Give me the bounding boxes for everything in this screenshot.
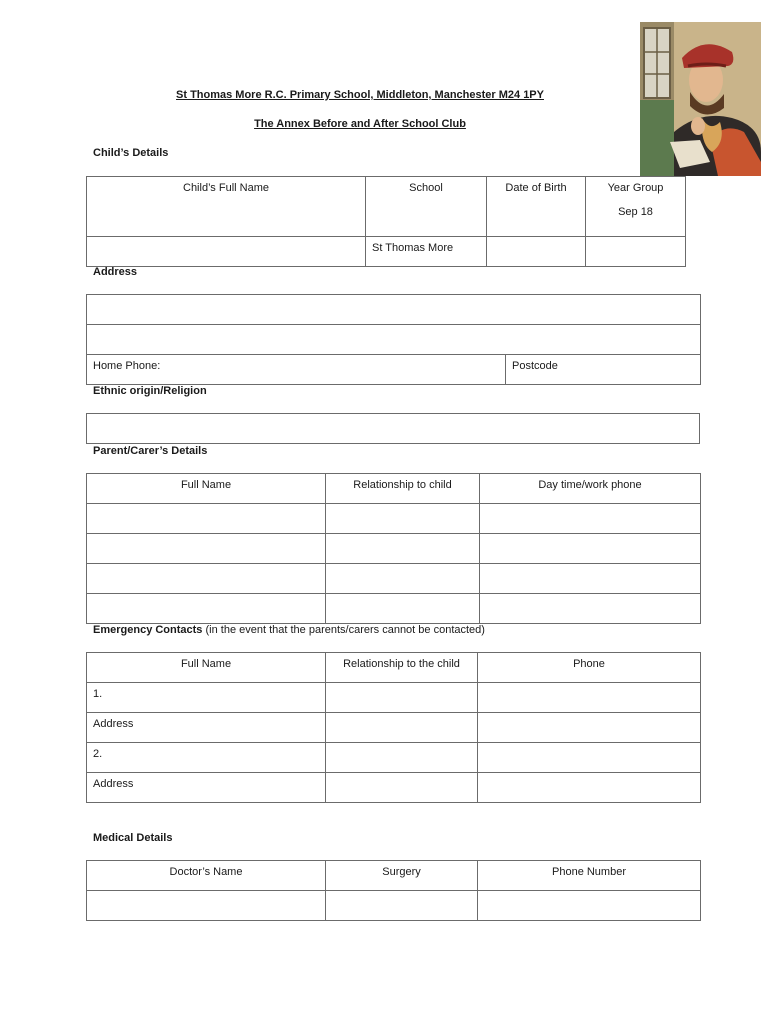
emergency-contact-2-extra-field[interactable] bbox=[326, 773, 478, 803]
emergency-contact-2-phone-field[interactable] bbox=[478, 743, 701, 773]
parent-name-field[interactable] bbox=[87, 564, 326, 594]
date-of-birth-header: Date of Birth bbox=[487, 177, 586, 237]
year-group-header: Year Group Sep 18 bbox=[586, 177, 686, 237]
table-row bbox=[87, 504, 701, 534]
year-group-field[interactable] bbox=[586, 237, 686, 267]
emergency-contacts-heading bbox=[93, 624, 485, 636]
emergency-contacts-note: (in the event that the parents/carers cannot be contacted) bbox=[205, 624, 485, 636]
table-row bbox=[87, 564, 701, 594]
table-row bbox=[87, 743, 701, 773]
parent-relationship-header: Relationship to child bbox=[326, 474, 480, 504]
emergency-contact-2-extra-phone-field[interactable] bbox=[478, 773, 701, 803]
parent-relationship-field[interactable] bbox=[326, 534, 480, 564]
table-row bbox=[87, 594, 701, 624]
parent-relationship-field[interactable] bbox=[326, 564, 480, 594]
childs-full-name-header: Child’s Full Name bbox=[87, 177, 366, 237]
emergency-contact-2-name-field[interactable]: 2. bbox=[87, 743, 326, 773]
ethnic-origin-heading: Ethnic origin/Religion bbox=[93, 385, 207, 397]
school-header: School bbox=[366, 177, 487, 237]
emergency-phone-header: Phone bbox=[478, 653, 701, 683]
parent-phone-field[interactable] bbox=[480, 564, 701, 594]
emergency-contact-2-address-field[interactable]: Address bbox=[87, 773, 326, 803]
table-row bbox=[87, 534, 701, 564]
doctors-name-header: Doctor’s Name bbox=[87, 861, 326, 891]
doctor-phone-field[interactable] bbox=[478, 891, 701, 921]
table-row bbox=[87, 773, 701, 803]
school-title: St Thomas More R.C. Primary School, Middleton, Manchester M24 1PY bbox=[176, 89, 544, 101]
parent-name-field[interactable] bbox=[87, 594, 326, 624]
surgery-field[interactable] bbox=[326, 891, 478, 921]
table-row bbox=[87, 713, 701, 743]
surgery-header: Surgery bbox=[326, 861, 478, 891]
emergency-contact-1-extra-phone-field[interactable] bbox=[478, 713, 701, 743]
postcode-field[interactable]: Postcode bbox=[506, 355, 701, 385]
emergency-contact-1-address-field[interactable]: Address bbox=[87, 713, 326, 743]
emergency-contact-1-relationship-field[interactable] bbox=[326, 683, 478, 713]
address-line-1-field[interactable] bbox=[87, 295, 701, 325]
emergency-relationship-header: Relationship to the child bbox=[326, 653, 478, 683]
phone-number-header: Phone Number bbox=[478, 861, 701, 891]
parent-phone-header: Day time/work phone bbox=[480, 474, 701, 504]
emergency-contact-1-extra-field[interactable] bbox=[326, 713, 478, 743]
emergency-contact-2-relationship-field[interactable] bbox=[326, 743, 478, 773]
club-title: The Annex Before and After School Club bbox=[254, 118, 466, 130]
year-group-value: Sep 18 bbox=[618, 206, 653, 218]
parent-phone-field[interactable] bbox=[480, 534, 701, 564]
address-table bbox=[86, 294, 701, 385]
table-row bbox=[87, 891, 701, 921]
date-of-birth-field[interactable] bbox=[487, 237, 586, 267]
childs-details-table bbox=[86, 176, 686, 267]
ethnic-origin-field[interactable] bbox=[87, 414, 700, 444]
parent-phone-field[interactable] bbox=[480, 594, 701, 624]
parent-carer-table bbox=[86, 473, 701, 624]
ethnic-origin-table bbox=[86, 413, 700, 444]
parent-carer-heading: Parent/Carer’s Details bbox=[93, 445, 208, 457]
emergency-contacts-table bbox=[86, 652, 701, 803]
parent-name-field[interactable] bbox=[87, 534, 326, 564]
emergency-contact-1-name-field[interactable]: 1. bbox=[87, 683, 326, 713]
emergency-contact-1-phone-field[interactable] bbox=[478, 683, 701, 713]
childs-details-heading: Child’s Details bbox=[93, 147, 169, 159]
parent-phone-field[interactable] bbox=[480, 504, 701, 534]
emergency-full-name-header: Full Name bbox=[87, 653, 326, 683]
medical-details-table bbox=[86, 860, 701, 921]
parent-name-field[interactable] bbox=[87, 504, 326, 534]
address-line-2-field[interactable] bbox=[87, 325, 701, 355]
childs-full-name-field[interactable] bbox=[87, 237, 366, 267]
home-phone-field[interactable]: Home Phone: bbox=[87, 355, 506, 385]
parent-relationship-field[interactable] bbox=[326, 504, 480, 534]
address-heading: Address bbox=[93, 266, 138, 278]
doctors-name-field[interactable] bbox=[87, 891, 326, 921]
school-field[interactable]: St Thomas More bbox=[366, 237, 487, 267]
table-row bbox=[87, 683, 701, 713]
parent-relationship-field[interactable] bbox=[326, 594, 480, 624]
medical-details-heading: Medical Details bbox=[93, 832, 173, 844]
emergency-contacts-title: Emergency Contacts bbox=[93, 624, 203, 636]
parent-full-name-header: Full Name bbox=[87, 474, 326, 504]
